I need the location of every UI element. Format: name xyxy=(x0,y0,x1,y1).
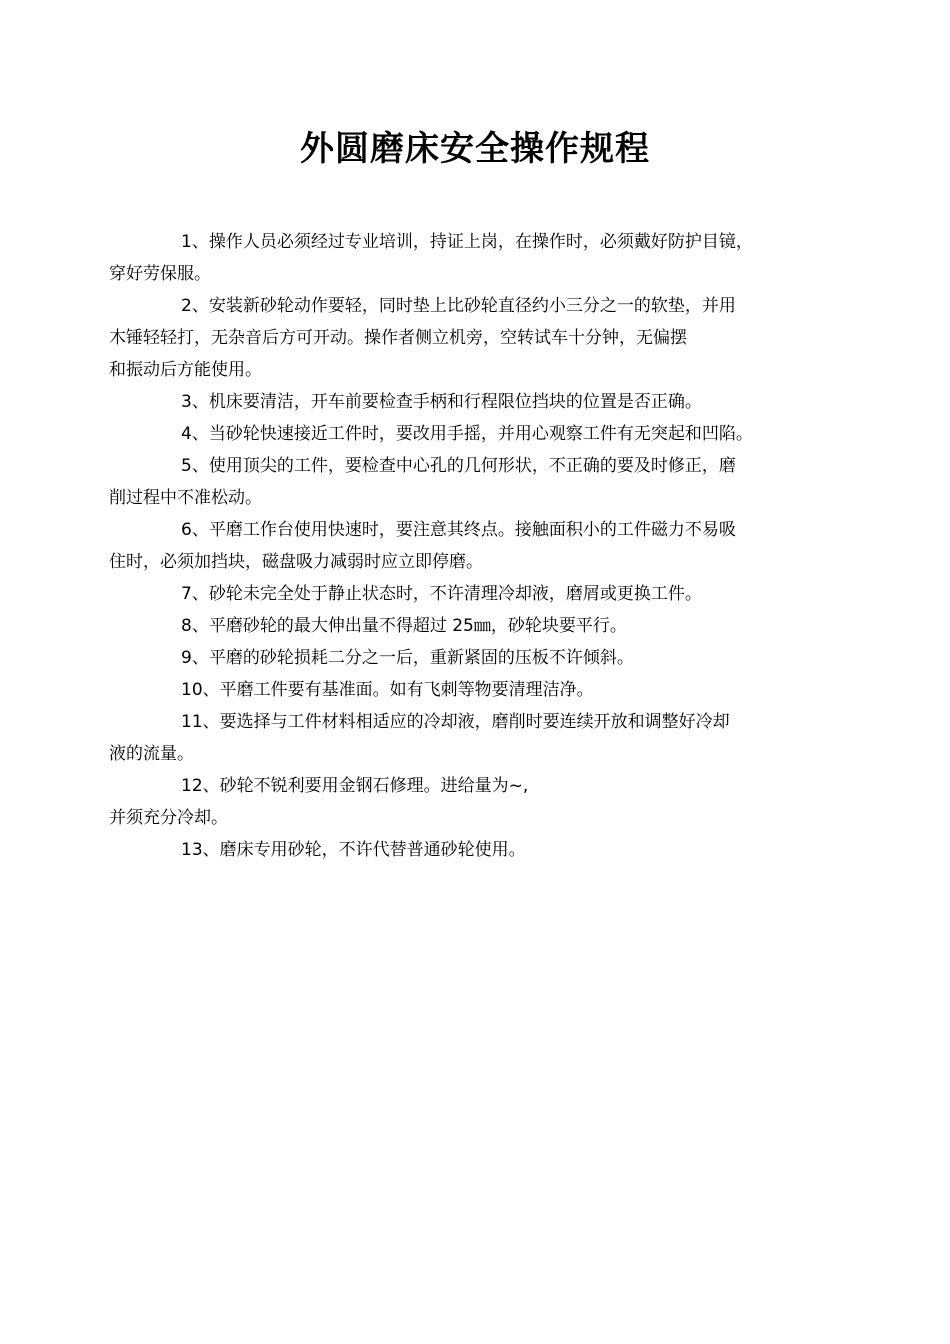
rule-line: 13、磨床专用砂轮，不许代替普通砂轮使用。 xyxy=(181,840,526,860)
rule-line: 9、平磨的砂轮损耗二分之一后，重新紧固的压板不许倾斜。 xyxy=(181,648,634,668)
rule-item-3 xyxy=(145,386,820,418)
rule-line: 5、使用顶尖的工件，要检查中心孔的几何形状，不正确的要及时修正，磨 xyxy=(181,456,736,476)
rule-item-5 xyxy=(109,450,820,514)
rule-item-12 xyxy=(109,770,820,834)
rule-line: 2、安装新砂轮动作要轻，同时垫上比砂轮直径约小三分之一的软垫，并用 xyxy=(181,296,736,316)
rule-item-10 xyxy=(145,674,820,706)
rule-line: 7、砂轮未完全处于静止状态时，不许清理冷却液，磨屑或更换工件。 xyxy=(181,584,702,604)
page-title: 外圆磨床安全操作规程 xyxy=(300,129,650,169)
rules-list xyxy=(109,226,820,866)
rule-item-6 xyxy=(109,514,820,578)
rule-line: 10、平磨工件要有基准面。如有飞刺等物要清理洁净。 xyxy=(181,680,594,700)
rule-line: 穿好劳保服。 xyxy=(109,264,211,284)
rule-item-7 xyxy=(145,578,820,610)
rule-line: 液的流量。 xyxy=(109,744,194,764)
rule-line: 并须充分冷却。 xyxy=(109,808,228,828)
rule-item-13 xyxy=(145,834,820,866)
rule-line: 8、平磨砂轮的最大伸出量不得超过 25㎜，砂轮块要平行。 xyxy=(181,616,627,636)
rule-line: 4、当砂轮快速接近工件时，要改用手摇，并用心观察工件有无突起和凹陷。 xyxy=(181,424,753,444)
rule-line: 12、砂轮不锐利要用金钢石修理。进给量为~, xyxy=(181,776,529,796)
rule-line: 6、平磨工作台使用快速时，要注意其终点。接触面积小的工件磁力不易吸 xyxy=(181,520,736,540)
rule-item-9 xyxy=(145,642,820,674)
rule-line: 木锤轻轻打，无杂音后方可开动。操作者侧立机旁，空转试车十分钟，无偏摆 xyxy=(109,328,687,348)
rule-line: 3、机床要清洁，开车前要检查手柄和行程限位挡块的位置是否正确。 xyxy=(181,392,702,412)
rule-item-1 xyxy=(109,226,820,290)
rule-line: 和振动后方能使用。 xyxy=(109,360,262,380)
rule-item-4 xyxy=(145,418,820,450)
rule-item-2 xyxy=(109,290,820,386)
rule-line: 住时，必须加挡块，磁盘吸力减弱时应立即停磨。 xyxy=(109,552,483,572)
rule-line: 11、要选择与工件材料相适应的冷却液，磨削时要连续开放和调整好冷却 xyxy=(181,712,730,732)
rule-item-11 xyxy=(109,706,820,770)
rule-line: 削过程中不准松动。 xyxy=(109,488,262,508)
rule-line: 1、操作人员必须经过专业培训，持证上岗，在操作时，必须戴好防护目镜， xyxy=(181,232,753,252)
rule-item-8 xyxy=(145,610,820,642)
